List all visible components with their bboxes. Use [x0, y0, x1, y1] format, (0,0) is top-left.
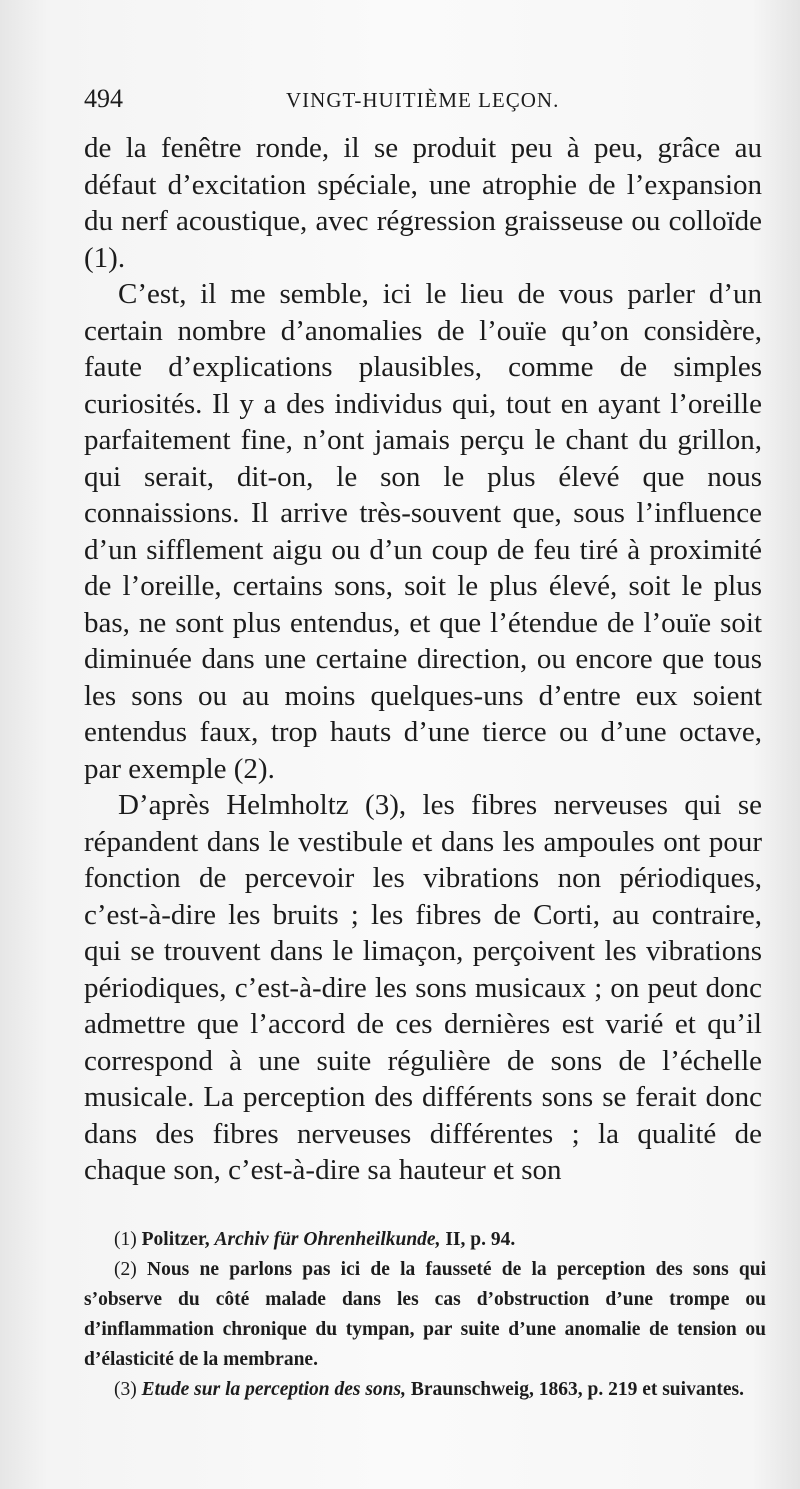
paragraph-3: D’après Helmholtz (3), les fibres nerveuses qui se répandent dans le vestibule et dans les ampoules ont pour fonction de percevoir les vibrations non périodiques, c’est-à-dire les bruits ; les fibres de Corti, au contraire, qui se trouvent dans le limaçon, perçoivent les vibrations périodiques, c’est-à-dire les sons musicaux ; on peut donc admettre que l’accord de ces dernières est varié et qu’il correspond à une suite régulière de sons de l’échelle musicale. La perception des différents sons se ferait donc dans des fibres nerveuses différentes ; la qualité de chaque son, c’est-à-dire sa hauteur et son	[84, 789, 762, 1186]
footnote-1-author: Politzer,	[141, 1229, 210, 1250]
page-header	[84, 84, 760, 124]
footnote-1-mark: (1)	[114, 1229, 137, 1250]
footnote-3-ref: Braunschweig, 1863, p. 219 et suivantes.	[410, 1379, 745, 1400]
footnote-2-text: Nous ne parlons pas ici de la fausseté de la perception des sons qui s’observe du côté malade dans les cas d’obstruction d’une trompe ou d’inflammation chronique du tympan, par suite d’une anomalie de tension ou d’élasticité de la membrane.	[84, 1259, 767, 1370]
footnote-1-ref: II, p. 94.	[445, 1229, 516, 1250]
footnote-2	[84, 1255, 766, 1375]
paragraph-2: C’est, il me semble, ici le lieu de vous parler d’un certain nombre d’anomalies de l’ouïe qu’on considère, faute d’explications plausibles, comme de simples curiosités. Il y a des individus qui, tout en ayant l’oreille parfaitement fine, n’ont jamais perçu le chant du grillon, qui serait, dit-on, le son le plus élevé que nous connaissions. Il arrive très-souvent que, sous l’influence d’un sifflement aigu ou d’un coup de feu tiré à proximité de l’oreille, certains sons, soit le plus élevé, soit le plus bas, ne sont plus entendus, et que l’étendue de l’ouïe soit diminuée dans une certaine direction, ou encore que tous les sons ou au moins quelques-uns d’entre eux soient entendus faux, trop hauts d’une tierce ou d’une octave, par exemple (2).	[84, 278, 762, 785]
page-number: 494	[84, 84, 123, 113]
body-text	[84, 130, 762, 1189]
footnotes	[84, 1225, 766, 1405]
footnote-3-title: Etude sur la perception des sons,	[141, 1379, 406, 1400]
footnote-3	[84, 1375, 766, 1405]
paragraph-1: de la fenêtre ronde, il se produit peu à peu, grâce au défaut d’excitation spéciale, une atrophie de l’expansion du nerf acoustique, avec régression graisseuse ou colloïde (1).	[84, 132, 762, 274]
footnote-1	[84, 1225, 766, 1255]
footnote-2-mark: (2)	[114, 1259, 137, 1280]
running-title: VINGT-HUITIÈME LEÇON.	[286, 88, 560, 112]
footnote-1-title: Archiv für Ohrenheilkunde,	[214, 1229, 441, 1250]
footnote-3-mark: (3)	[114, 1379, 137, 1400]
